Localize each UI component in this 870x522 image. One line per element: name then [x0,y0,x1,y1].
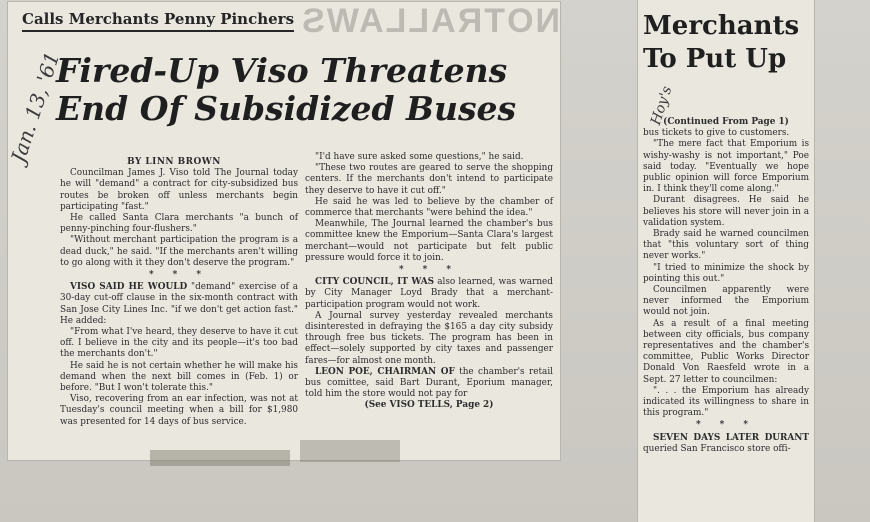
paragraph: "From what I've heard, they deserve to have it cut off. I believe in the city and its people—it's too bad the merchants don't." [60,327,298,360]
paragraph: Brady said he warned councilmen that "this voluntary sort of thing never works." [643,229,809,262]
paragraph: He called Santa Clara merchants "a bunch of penny-pinching four-flushers." [60,213,298,235]
subhead-paragraph [643,433,809,455]
paragraph: "I tried to minimize the shock by pointing this out." [643,262,809,284]
subhead-lead: CITY COUNCIL, IT WAS [315,277,435,288]
kicker-headline: Calls Merchants Penny Pinchers [22,10,294,32]
section-stars: * * * [695,420,757,431]
tape-shadow [150,450,290,466]
continued-from: (Continued From Page 1) [663,117,789,127]
article-column-2 [305,152,553,412]
paragraph: "Without merchant participation the program is a dead duck," he said. "If the merchants aren't willing to go along with it they don't deserve the program." [60,235,298,268]
subhead-rest: "demand" exercise of a 30-day cut-off clause in the six-month contract with San Jose City Lines Inc. "if we don't get action fast." He added: [60,282,298,326]
article-column-1 [60,157,298,428]
subhead-paragraph [305,367,553,401]
paragraph: A Journal survey yesterday revealed merchants disinterested in defraying the $165 a day city subsidy through free bus tickets. The program has been in effect—solely supported by city taxes and passenger fares—for almost one month. [305,310,553,366]
main-headline: Fired-Up Viso Threatens End Of Subsidized Buses [56,51,517,128]
subhead-rest: the chamber's retail bus comittee, said Bart Durant, Eporium manager, told him the store would not pay for [305,366,553,400]
paragraph: "The mere fact that Emporium is wishy-washy is not important," Poe said today. "Eventually we hope public opinion will force Emporium in. I think they'll come along." [643,139,809,195]
paragraph: Meanwhile, The Journal learned the chamber's bus committee knew the Emporium—Santa Clara's largest merchant—would not participate but felt public pressure would force it to join. [305,219,553,263]
tape-shadow [300,440,400,462]
paragraph: "I'd have sure asked some questions," he said. [315,152,524,162]
subhead-lead: VISO SAID HE WOULD [70,282,188,293]
subhead-lead: LEON POE, CHAIRMAN OF [315,366,455,377]
section-stars: * * * [148,270,210,281]
paragraph: Viso, recovering from an ear infection, was not at Tuesday's council meeting when a bill for $1,980 was presented for 14 days of bus service. [60,394,298,427]
subhead-paragraph [60,282,298,327]
paragraph: ". . . the Emporium has already indicated its willingness to share in this program." [643,385,809,419]
byline: BY LINN BROWN [127,157,221,167]
paragraph: He said he is not certain whether he will make his demand when the next bill comes in (Feb. 1) or before. "But I won't tolerate this." [60,360,298,394]
subhead-rest: queried San Francisco store offi- [643,443,791,454]
paragraph: "These two routes are geared to serve the shopping centers. If the merchants don't intend to participate they deserve to have it cut off." [305,163,553,196]
paragraph: He said he was led to believe by the chamber of commerce that merchants "were behind the idea." [305,196,553,219]
bleed-through-text: NOTRALLAWS [300,2,560,40]
continuation-column [643,117,809,455]
section-stars: * * * [398,265,460,276]
continued-note: (See VISO TELLS, Page 2) [364,400,494,411]
paragraph: Durant disagrees. He said he believes his store will never join in a validation system. [643,195,809,228]
subhead-paragraph [305,277,553,311]
subhead-lead: SEVEN DAYS LATER DURANT [653,432,809,443]
handwritten-note: Hoy's [648,84,676,127]
paragraph: As a result of a final meeting between city officials, bus company representatives and the chamber's committee, Public Works Director Donald Von Raesfeld wrote in a Sept. 27 letter to councilmen: [643,318,809,385]
paragraph: Councilmen apparently were never informed the Emporium would not join. [643,285,809,318]
paragraph: Councilman James J. Viso told The Journal today he will "demand" a contract for city-subsidized bus routes be broken off unless merchants begin participating "fast." [60,168,298,212]
continuation-headline: Merchants To Put Up [643,11,800,74]
subhead-rest: also learned, was warned by City Manager Loyd Brady that a merchant-participation program would not work. [305,277,553,310]
handwritten-date: Jan. 13, '61 [6,48,65,166]
paragraph: bus tickets to give to customers. [643,128,790,139]
